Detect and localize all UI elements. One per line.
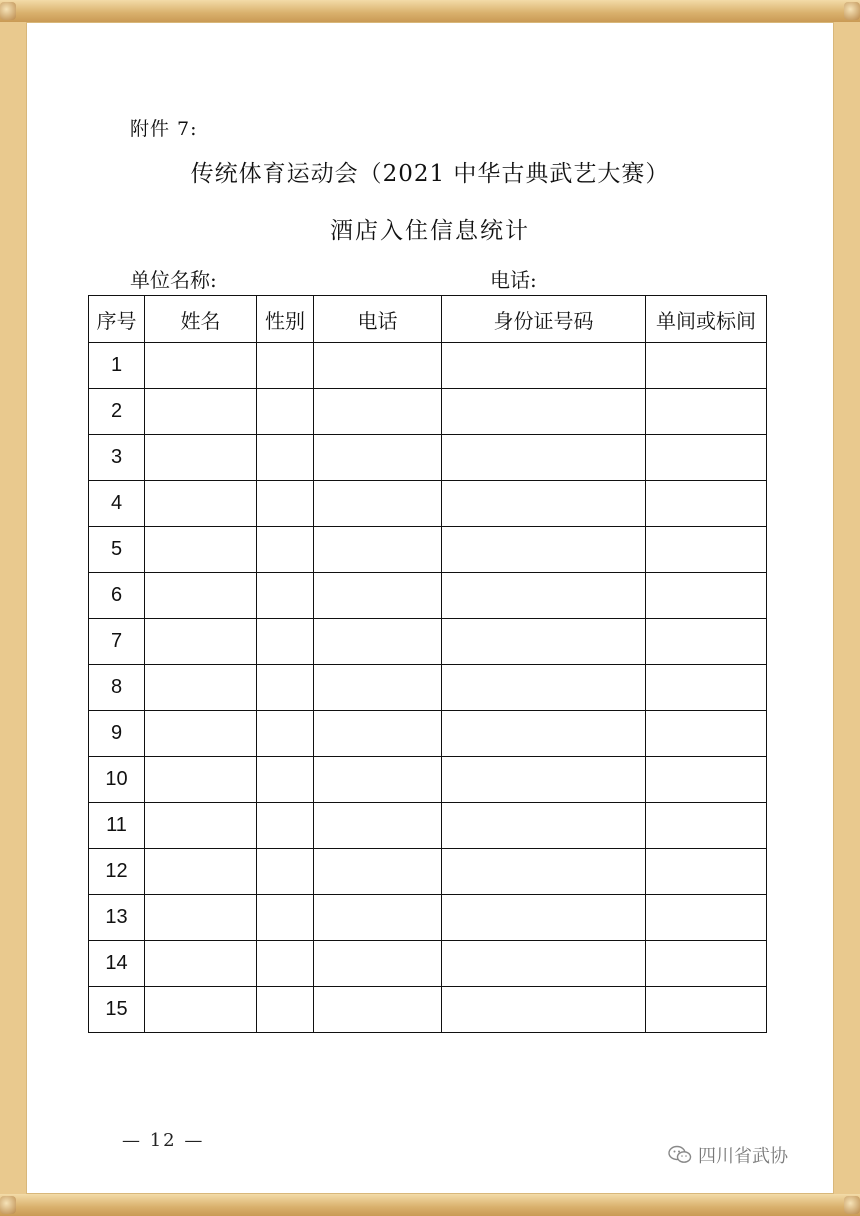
cell-seq: 8 xyxy=(89,665,145,711)
table-header-row xyxy=(89,296,767,343)
cell-id-number[interactable] xyxy=(442,435,646,481)
cell-gender[interactable] xyxy=(257,343,314,389)
cell-id-number[interactable] xyxy=(442,711,646,757)
table-row xyxy=(89,389,767,435)
document-subtitle: 酒店入住信息统计 xyxy=(330,218,530,244)
cell-room-type[interactable] xyxy=(646,481,767,527)
cell-seq: 15 xyxy=(89,987,145,1033)
cell-name[interactable] xyxy=(145,665,257,711)
cell-room-type[interactable] xyxy=(646,573,767,619)
table-row xyxy=(89,803,767,849)
cell-room-type[interactable] xyxy=(646,435,767,481)
cell-seq: 10 xyxy=(89,757,145,803)
cell-gender[interactable] xyxy=(257,803,314,849)
cell-name[interactable] xyxy=(145,757,257,803)
document-page xyxy=(26,22,834,1194)
table-row xyxy=(89,665,767,711)
cell-room-type[interactable] xyxy=(646,711,767,757)
header-seq: 序号 xyxy=(89,296,145,343)
cell-room-type[interactable] xyxy=(646,619,767,665)
cell-name[interactable] xyxy=(145,389,257,435)
cell-gender[interactable] xyxy=(257,435,314,481)
cell-seq: 1 xyxy=(89,343,145,389)
cell-name[interactable] xyxy=(145,527,257,573)
cell-seq: 11 xyxy=(89,803,145,849)
cell-seq: 6 xyxy=(89,573,145,619)
cell-room-type[interactable] xyxy=(646,343,767,389)
table-row xyxy=(89,757,767,803)
table-row xyxy=(89,711,767,757)
cell-seq: 5 xyxy=(89,527,145,573)
cell-id-number[interactable] xyxy=(442,665,646,711)
cell-id-number[interactable] xyxy=(442,527,646,573)
cell-name[interactable] xyxy=(145,573,257,619)
cell-gender[interactable] xyxy=(257,987,314,1033)
cell-phone[interactable] xyxy=(314,895,442,941)
watermark-text: 四川省武协 xyxy=(698,1146,788,1167)
phone-label: 电话: xyxy=(490,268,537,292)
cell-phone[interactable] xyxy=(314,389,442,435)
cell-gender[interactable] xyxy=(257,481,314,527)
cell-room-type[interactable] xyxy=(646,527,767,573)
cell-id-number[interactable] xyxy=(442,895,646,941)
cell-phone[interactable] xyxy=(314,481,442,527)
cell-phone[interactable] xyxy=(314,619,442,665)
table-body xyxy=(89,343,767,1033)
cell-name[interactable] xyxy=(145,619,257,665)
header-name: 姓名 xyxy=(145,296,257,343)
table-row xyxy=(89,987,767,1033)
header-id-number: 身份证号码 xyxy=(442,296,646,343)
cell-room-type[interactable] xyxy=(646,895,767,941)
cell-phone[interactable] xyxy=(314,941,442,987)
cell-seq: 4 xyxy=(89,481,145,527)
cell-id-number[interactable] xyxy=(442,849,646,895)
cell-room-type[interactable] xyxy=(646,941,767,987)
cell-name[interactable] xyxy=(145,849,257,895)
cell-name[interactable] xyxy=(145,343,257,389)
document-title: 传统体育运动会（2021 中华古典武艺大赛） xyxy=(190,161,670,187)
cell-id-number[interactable] xyxy=(442,803,646,849)
scroll-top-rod xyxy=(0,0,860,22)
table-row xyxy=(89,941,767,987)
cell-seq: 2 xyxy=(89,389,145,435)
cell-seq: 7 xyxy=(89,619,145,665)
cell-phone[interactable] xyxy=(314,849,442,895)
cell-id-number[interactable] xyxy=(442,343,646,389)
cell-phone[interactable] xyxy=(314,573,442,619)
cell-gender[interactable] xyxy=(257,895,314,941)
cell-room-type[interactable] xyxy=(646,987,767,1033)
unit-name-label: 单位名称: xyxy=(130,268,217,292)
cell-id-number[interactable] xyxy=(442,619,646,665)
attachment-label: 附件 7: xyxy=(130,118,198,140)
cell-name[interactable] xyxy=(145,803,257,849)
cell-name[interactable] xyxy=(145,435,257,481)
cell-phone[interactable] xyxy=(314,665,442,711)
page-number: — 12 — xyxy=(122,1130,205,1151)
cell-phone[interactable] xyxy=(314,757,442,803)
cell-id-number[interactable] xyxy=(442,987,646,1033)
cell-name[interactable] xyxy=(145,711,257,757)
cell-id-number[interactable] xyxy=(442,941,646,987)
table-row xyxy=(89,527,767,573)
cell-phone[interactable] xyxy=(314,343,442,389)
wechat-icon xyxy=(668,1145,692,1165)
cell-id-number[interactable] xyxy=(442,573,646,619)
cell-name[interactable] xyxy=(145,987,257,1033)
cell-gender[interactable] xyxy=(257,711,314,757)
cell-name[interactable] xyxy=(145,941,257,987)
cell-gender[interactable] xyxy=(257,757,314,803)
table-row xyxy=(89,619,767,665)
cell-gender[interactable] xyxy=(257,665,314,711)
cell-phone[interactable] xyxy=(314,435,442,481)
table-row xyxy=(89,573,767,619)
cell-gender[interactable] xyxy=(257,619,314,665)
table-row xyxy=(89,849,767,895)
cell-room-type[interactable] xyxy=(646,849,767,895)
cell-phone[interactable] xyxy=(314,803,442,849)
cell-gender[interactable] xyxy=(257,389,314,435)
cell-gender[interactable] xyxy=(257,573,314,619)
table-row xyxy=(89,481,767,527)
cell-gender[interactable] xyxy=(257,527,314,573)
header-room-type: 单间或标间 xyxy=(646,296,767,343)
cell-id-number[interactable] xyxy=(442,757,646,803)
cell-room-type[interactable] xyxy=(646,665,767,711)
watermark xyxy=(668,1142,788,1168)
cell-seq: 3 xyxy=(89,435,145,481)
cell-room-type[interactable] xyxy=(646,389,767,435)
cell-room-type[interactable] xyxy=(646,757,767,803)
header-phone: 电话 xyxy=(314,296,442,343)
table-row xyxy=(89,435,767,481)
scroll-bottom-rod xyxy=(0,1194,860,1216)
cell-id-number[interactable] xyxy=(442,389,646,435)
cell-seq: 12 xyxy=(89,849,145,895)
cell-name[interactable] xyxy=(145,481,257,527)
cell-room-type[interactable] xyxy=(646,803,767,849)
cell-gender[interactable] xyxy=(257,941,314,987)
cell-id-number[interactable] xyxy=(442,481,646,527)
header-gender: 性别 xyxy=(257,296,314,343)
cell-gender[interactable] xyxy=(257,849,314,895)
cell-phone[interactable] xyxy=(314,987,442,1033)
table-row xyxy=(89,895,767,941)
table-row xyxy=(89,343,767,389)
cell-name[interactable] xyxy=(145,895,257,941)
cell-seq: 13 xyxy=(89,895,145,941)
cell-seq: 9 xyxy=(89,711,145,757)
cell-phone[interactable] xyxy=(314,527,442,573)
cell-phone[interactable] xyxy=(314,711,442,757)
hotel-checkin-table xyxy=(88,295,767,1033)
cell-seq: 14 xyxy=(89,941,145,987)
